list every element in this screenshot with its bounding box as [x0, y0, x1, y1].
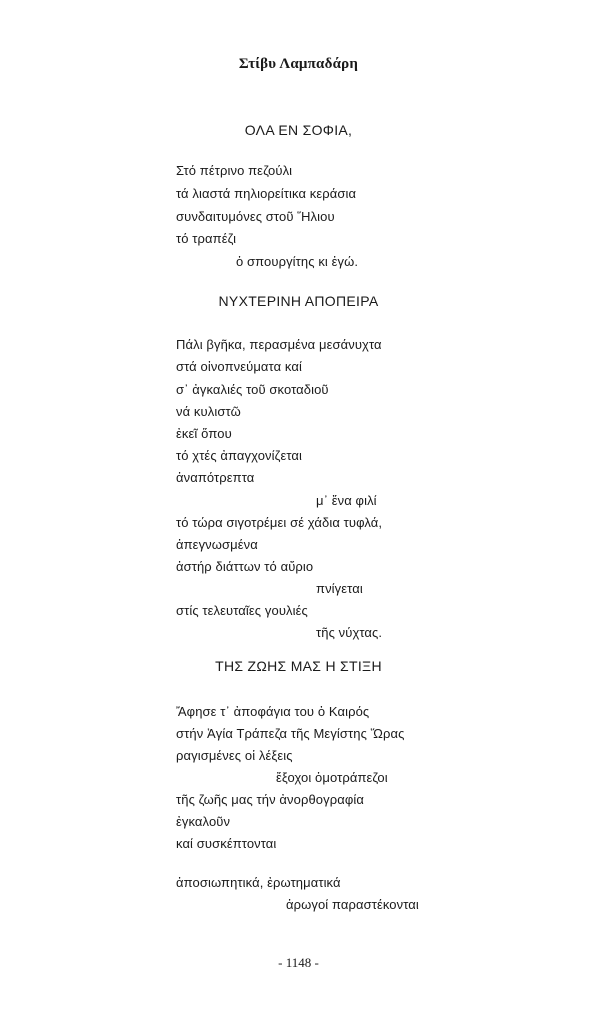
- poem-line: τῆς ζωῆς μας τήν ἀνορθογραφία: [176, 792, 364, 807]
- poem-line: στίς τελευταῖες γουλιές: [176, 603, 308, 618]
- poem-line: καί συσκέπτονται: [176, 836, 277, 851]
- poem-line: Ἄφησε τ᾽ ἀποφάγια του ὁ Καιρός: [176, 704, 370, 719]
- poem-line: στά οἰνοπνεύματα καί: [176, 359, 302, 374]
- poem-line: ἀστήρ διάττων τό αὔριο: [176, 559, 314, 574]
- poem-line: ἀναπότρεπτα: [176, 470, 255, 485]
- poem-line: ἔξοχοι ὁμοτράπεζοι: [276, 770, 388, 785]
- poem-line: ἀποσιωπητικά, ἐρωτηματικά: [176, 875, 341, 890]
- poem-line: τό τώρα σιγοτρέμει σέ χάδια τυφλά,: [176, 515, 383, 530]
- poem-line: μ᾽ ἕνα φιλί: [316, 493, 377, 508]
- poem-title: ΝΥΧΤΕΡΙΝΗ ΑΠΟΠΕΙΡΑ: [218, 293, 379, 309]
- poem-line: ὁ σπουργίτης κι ἐγώ.: [236, 254, 359, 269]
- poem-title: ΟΛΑ ΕΝ ΣΟΦΙΑ,: [244, 122, 353, 138]
- poem-line: σ᾽ ἀγκαλιές τοῦ σκοταδιοῦ: [176, 382, 329, 397]
- poem-line: τῆς νύχτας.: [316, 625, 383, 640]
- poem-line: τό τραπέζι: [176, 231, 237, 246]
- poem-line: συνδαιτυμόνες στοῦ Ἥλιου: [176, 209, 335, 224]
- author-name: Στίβυ Λαμπαδάρη: [238, 56, 359, 72]
- poem-line: Στό πέτρινο πεζούλι: [176, 163, 293, 178]
- poem-line: ἐγκαλοῦν: [176, 814, 231, 829]
- poem-line: τά λιαστά πηλιορείτικα κεράσια: [176, 186, 357, 201]
- poem-line: πνίγεται: [316, 581, 363, 596]
- poem-line: ἐκεῖ ὅπου: [176, 426, 232, 441]
- page-number: - 1148 -: [278, 955, 319, 970]
- poem-line: ἀρωγοί παραστέκονται: [286, 897, 419, 912]
- poem-line: στήν Ἁγία Τράπεζα τῆς Μεγίστης Ὥρας: [176, 726, 405, 741]
- poem-line: νά κυλιστῶ: [176, 404, 241, 419]
- poem-title: ΤΗΣ ΖΩΗΣ ΜΑΣ Η ΣΤΙΞΗ: [215, 658, 382, 674]
- poem-line: Πάλι βγῆκα, περασμένα μεσάνυχτα: [176, 337, 382, 352]
- poem-line: ἀπεγνωσμένα: [176, 537, 258, 552]
- poem-line: ραγισμένες οἱ λέξεις: [176, 748, 293, 763]
- poem-line: τό χτές ἀπαγχονίζεται: [176, 448, 302, 463]
